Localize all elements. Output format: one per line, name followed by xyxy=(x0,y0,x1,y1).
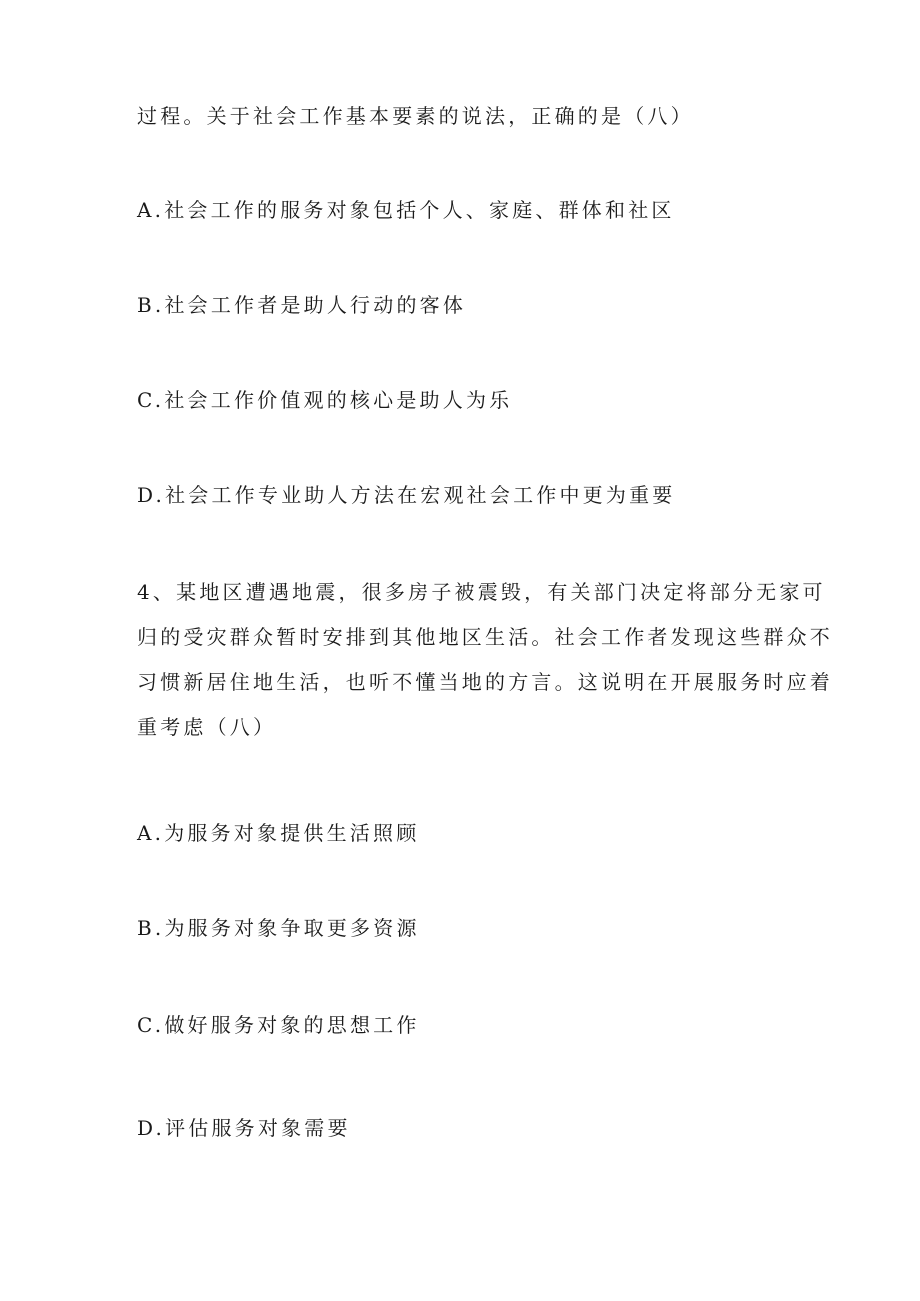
question-3-option-c: C.社会工作价值观的核心是助人为乐 xyxy=(137,388,513,412)
question-4-option-d: D.评估服务对象需要 xyxy=(137,1116,351,1140)
question-4-option-b: B.为服务对象争取更多资源 xyxy=(137,916,420,940)
question-4-option-a: A.为服务对象提供生活照顾 xyxy=(137,821,420,845)
question-4-stem xyxy=(137,580,833,760)
question-4-stem-line: 归的受灾群众暂时安排到其他地区生活。社会工作者发现这些群众不 xyxy=(137,625,833,649)
question-4-stem-line: 重考虑（八） xyxy=(137,715,277,739)
question-3-option-d: D.社会工作专业助人方法在宏观社会工作中更为重要 xyxy=(137,483,676,507)
question-3-option-b: B.社会工作者是助人行动的客体 xyxy=(137,293,467,317)
question-3-option-a: A.社会工作的服务对象包括个人、家庭、群体和社区 xyxy=(137,198,675,222)
question-3-stem: 过程。关于社会工作基本要素的说法，正确的是（八） xyxy=(137,104,694,128)
question-4-stem-line: 习惯新居住地生活，也听不懂当地的方言。这说明在开展服务时应着 xyxy=(137,670,833,694)
question-4-stem-line: 4、某地区遭遇地震，很多房子被震毁，有关部门决定将部分无家可 xyxy=(137,580,826,604)
question-4-option-c: C.做好服务对象的思想工作 xyxy=(137,1013,420,1037)
